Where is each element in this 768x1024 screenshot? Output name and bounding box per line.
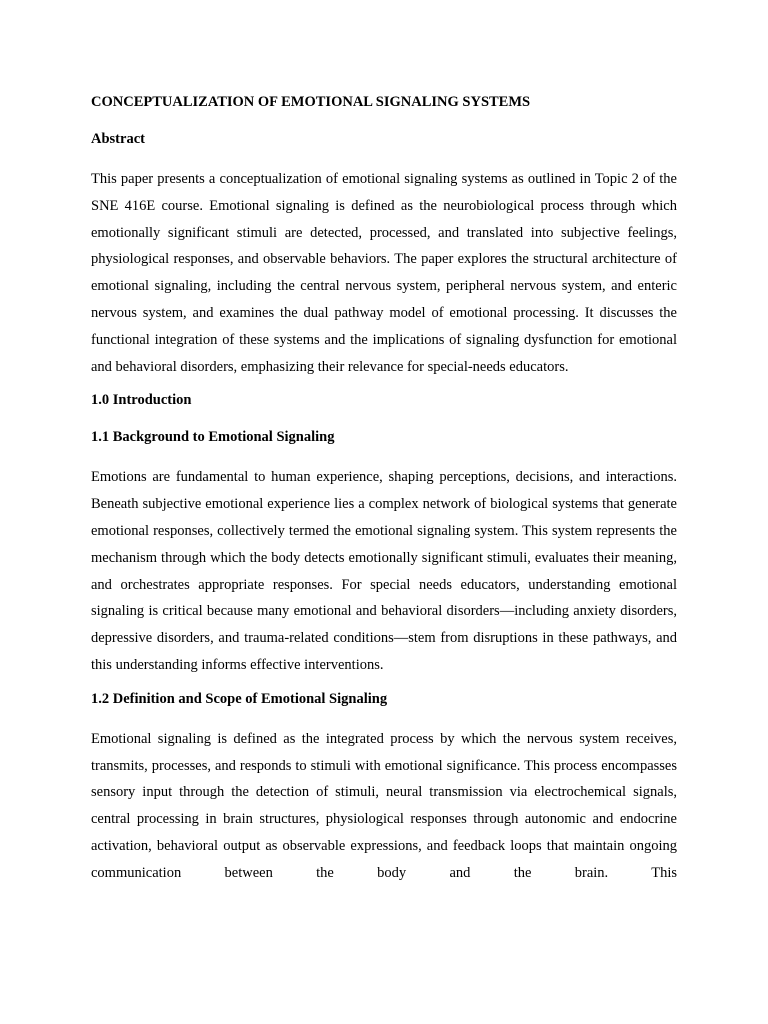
section-background-heading: 1.1 Background to Emotional Signaling [91, 429, 335, 446]
section-introduction-heading: 1.0 Introduction [91, 392, 192, 409]
document-page [91, 92, 677, 897]
section-definition-heading: 1.2 Definition and Scope of Emotional Signaling [91, 690, 388, 707]
abstract-heading: Abstract [91, 131, 145, 147]
background-paragraph: Emotions are fundamental to human experience, shaping perceptions, decisions, and interactions. Beneath subjective emotional experience lies a complex network of biological systems that generate emotional responses, collectively termed the emotional signaling system. This system represents the mechanism through which the body detects emotionally significant stimuli, evaluates their meaning, and orchestrates appropriate responses. For special needs educators, understanding emotional signaling is critical because many emotional and behavioral disorders—including anxiety disorders, depressive disorders, and trauma-related conditions—stem from disruptions in these pathways, and this understanding informs effective interventions. [91, 469, 677, 673]
document-title: CONCEPTUALIZATION OF EMOTIONAL SIGNALING SYSTEMS [91, 94, 531, 110]
abstract-paragraph: This paper presents a conceptualization of emotional signaling systems as outlined in Topic 2 of the SNE 416E course. Emotional signaling is defined as the neurobiological process through which emotionally significant stimuli are detected, processed, and translated into subjective feelings, physiological responses, and observable behaviors. The paper explores the structural architecture of emotional signaling, including the central nervous system, peripheral nervous system, and enteric nervous system, and examines the dual pathway model of emotional processing. It discusses the functional integration of these systems and the implications of signaling dysfunction for emotional and behavioral disorders, emphasizing their relevance for special-needs educators. [91, 171, 677, 375]
definition-paragraph: Emotional signaling is defined as the integrated process by which the nervous system receives, transmits, processes, and responds to stimuli with emotional significance. This process encompasses sensory input through the detection of stimuli, neural transmission via electrochemical signals, central processing in brain structures, physiological responses through autonomic and endocrine activation, behavioral output as observable expressions, and feedback loops that maintain ongoing communication between the body and the brain. This [91, 730, 677, 881]
